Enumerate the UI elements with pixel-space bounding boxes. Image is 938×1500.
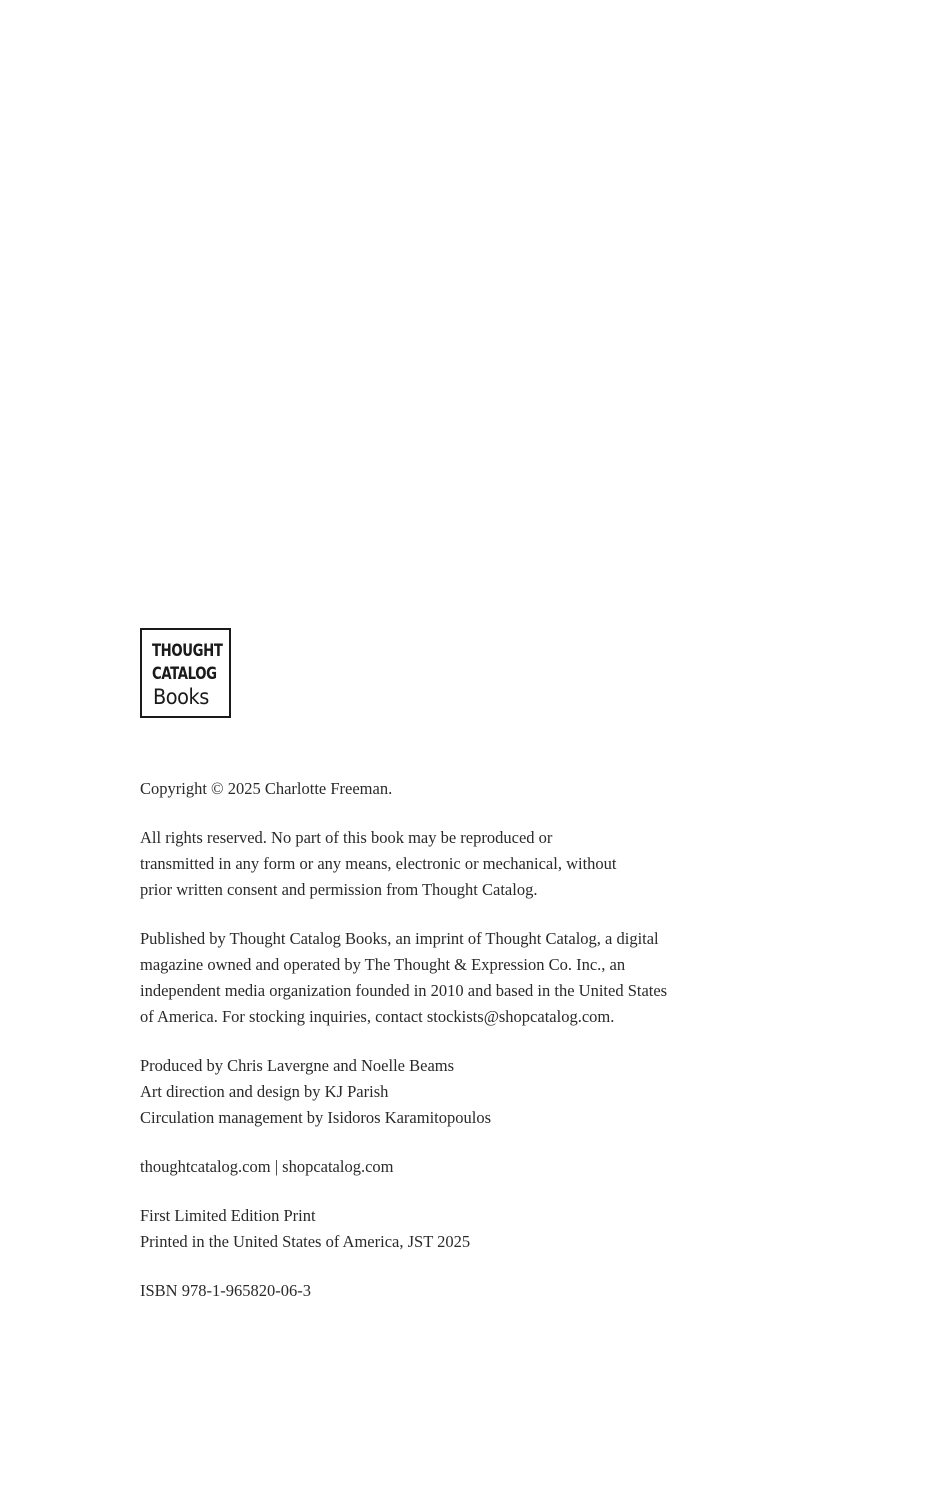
edition-line: First Limited Edition Print [140, 1206, 316, 1225]
isbn-line: ISBN 978-1-965820-06-3 [140, 1281, 311, 1300]
isbn [140, 1278, 780, 1304]
rights-line: transmitted in any form or any means, electronic or mechanical, without [140, 854, 617, 873]
websites [140, 1154, 780, 1180]
credit-line: Art direction and design by KJ Parish [140, 1082, 389, 1101]
credits [140, 1053, 780, 1131]
publisher-statement [140, 926, 780, 1030]
logo-line-books: Books [153, 685, 209, 709]
logo-line-catalog: CATALOG [152, 664, 217, 684]
publisher-line: independent media organization founded in 2010 and based in the United States [140, 981, 668, 1000]
copyright-line: Copyright © 2025 Charlotte Freeman. [140, 779, 393, 798]
credit-line: Produced by Chris Lavergne and Noelle Beams [140, 1056, 455, 1075]
edition-info [140, 1203, 780, 1255]
rights-line: prior written consent and permission from Thought Catalog. [140, 880, 538, 899]
rights-statement [140, 825, 780, 903]
rights-line: All rights reserved. No part of this book may be reproduced or [140, 828, 553, 847]
publisher-line: Published by Thought Catalog Books, an imprint of Thought Catalog, a digital [140, 929, 659, 948]
publisher-logo [140, 628, 231, 718]
logo-line-thought: THOUGHT [152, 641, 223, 661]
copyright-page-text [140, 776, 780, 1327]
edition-line: Printed in the United States of America, JST 2025 [140, 1232, 471, 1251]
credit-line: Circulation management by Isidoros Karamitopoulos [140, 1108, 492, 1127]
websites-line: thoughtcatalog.com | shopcatalog.com [140, 1157, 394, 1176]
copyright-notice [140, 776, 780, 802]
publisher-line: magazine owned and operated by The Thought & Expression Co. Inc., an [140, 955, 626, 974]
publisher-line: of America. For stocking inquiries, contact stockists@shopcatalog.com. [140, 1007, 615, 1026]
